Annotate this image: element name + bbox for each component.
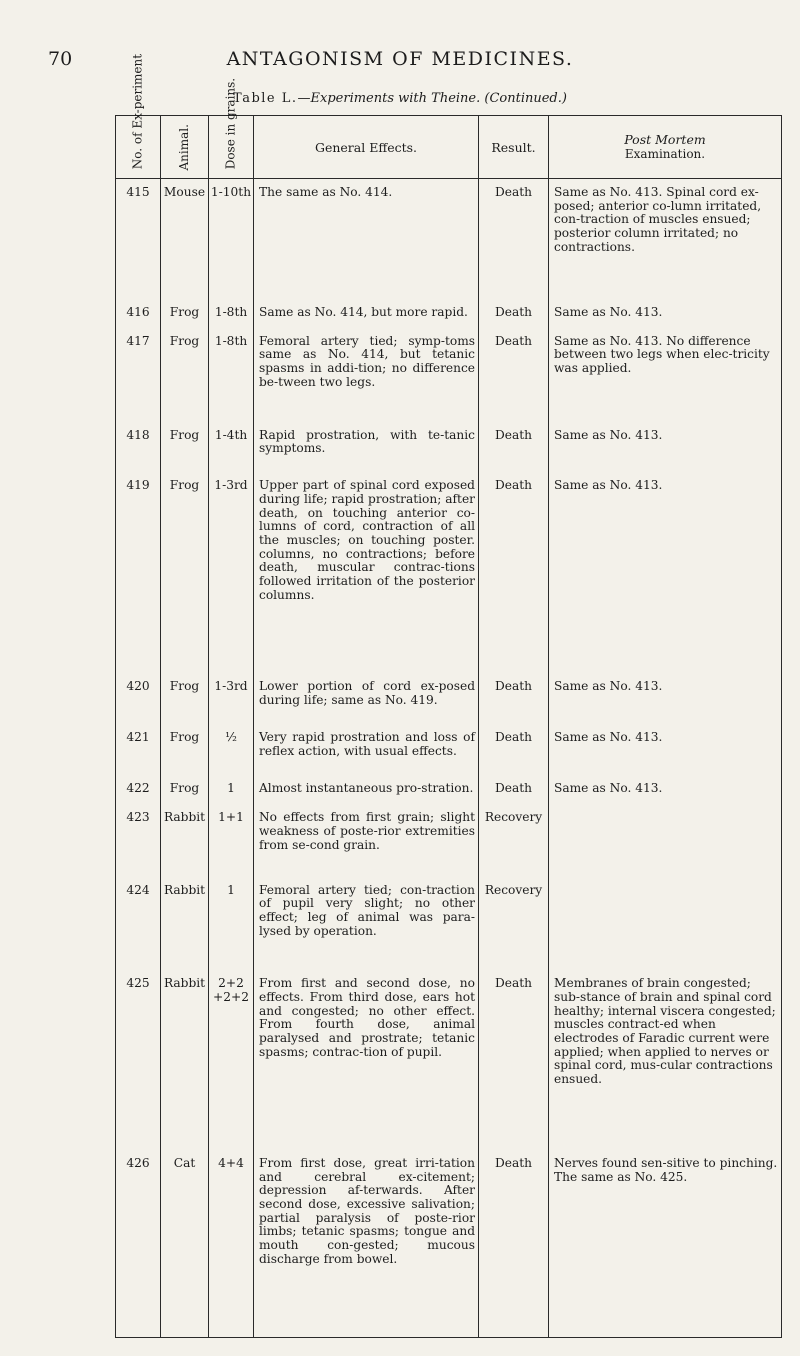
header-dose: Dose in grains. (209, 116, 254, 179)
cell-result: Death (479, 680, 549, 731)
cell-post-mortem: Same as No. 413. (549, 306, 782, 335)
cell-post-mortem: Same as No. 413. (549, 479, 782, 680)
cell-general-effects: Upper part of spinal cord exposed during life; rapid prostration; after death, on touching anterior co-lumns of cord, contraction of all the muscles; on touching poster. columns, no contractions; before death, muscular contrac-tions followed irritation of the posterior columns. (254, 479, 479, 680)
cell-animal: Frog (161, 479, 209, 680)
cell-animal: Rabbit (161, 884, 209, 978)
cell-experiment-no: 423 (116, 811, 161, 883)
table-row (116, 429, 782, 480)
cell-general-effects: Same as No. 414, but more rapid. (254, 306, 479, 335)
cell-animal: Frog (161, 306, 209, 335)
cell-general-effects: From first dose, great irri-tation and cerebral ex-citement; depression af-terwards. After second dose, excessive salivation; partial paralysis of poste-rior limbs; tetanic spasms; tongue and mouth con-gested; mucous discharge from bowel. (254, 1157, 479, 1338)
cell-animal: Cat (161, 1157, 209, 1338)
table-caption (0, 91, 800, 106)
cell-animal: Frog (161, 680, 209, 731)
cell-post-mortem: Membranes of brain congested; sub-stance of brain and spinal cord healthy; internal viscera congested; muscles contract-ed when electrodes of Faradic current were applied; when applied to nerves or spinal cord, mus-cular contractions ensued. (549, 977, 782, 1157)
cell-result: Death (479, 782, 549, 811)
cell-general-effects: From first and second dose, no effects. From third dose, ears hot and congested; no other effect. From fourth dose, animal paralysed and prostrate; tetanic spasms; contrac-tion of pupil. (254, 977, 479, 1157)
cell-general-effects: Very rapid prostration and loss of reflex action, with usual effects. (254, 731, 479, 782)
cell-dose: 1 (209, 782, 254, 811)
cell-post-mortem: Same as No. 413. (549, 680, 782, 731)
cell-result: Death (479, 429, 549, 480)
cell-experiment-no: 418 (116, 429, 161, 480)
table-row (116, 811, 782, 883)
cell-result: Death (479, 179, 549, 306)
cell-general-effects: The same as No. 414. (254, 179, 479, 306)
cell-general-effects: Almost instantaneous pro-stration. (254, 782, 479, 811)
table-title: —Experiments with Theine. (Continued.) (297, 91, 567, 106)
cell-result: Death (479, 1157, 549, 1338)
cell-post-mortem: Same as No. 413. (549, 731, 782, 782)
cell-animal: Frog (161, 429, 209, 480)
cell-post-mortem: Same as No. 413. (549, 782, 782, 811)
header-general-effects: General Effects. (254, 116, 479, 179)
header-post-mortem: Post Mortem Examination. (549, 116, 782, 179)
cell-result: Death (479, 479, 549, 680)
cell-experiment-no: 424 (116, 884, 161, 978)
cell-result: Recovery (479, 811, 549, 883)
cell-animal: Rabbit (161, 977, 209, 1157)
page-number: 70 (48, 48, 73, 70)
cell-animal: Mouse (161, 179, 209, 306)
table-label: Table L. (233, 91, 298, 106)
table-row (116, 731, 782, 782)
cell-dose: ½ (209, 731, 254, 782)
table-row (116, 782, 782, 811)
cell-dose: 1-3rd (209, 680, 254, 731)
cell-result: Death (479, 731, 549, 782)
cell-post-mortem: Nerves found sen-sitive to pinching. The same as No. 425. (549, 1157, 782, 1338)
cell-general-effects: No effects from first grain; slight weakness of poste-rior extremities from se-cond grain. (254, 811, 479, 883)
cell-general-effects: Lower portion of cord ex-posed during life; same as No. 419. (254, 680, 479, 731)
cell-experiment-no: 417 (116, 335, 161, 429)
cell-post-mortem (549, 884, 782, 978)
cell-animal: Frog (161, 731, 209, 782)
cell-animal: Rabbit (161, 811, 209, 883)
cell-experiment-no: 415 (116, 179, 161, 306)
cell-general-effects: Femoral artery tied; symp-toms same as No. 414, but tetanic spasms in addi-tion; no difference be-tween two legs. (254, 335, 479, 429)
cell-dose: 1-10th (209, 179, 254, 306)
table-row (116, 306, 782, 335)
cell-animal: Frog (161, 782, 209, 811)
cell-post-mortem: Same as No. 413. No difference between two legs when elec-tricity was applied. (549, 335, 782, 429)
cell-experiment-no: 422 (116, 782, 161, 811)
header-result: Result. (479, 116, 549, 179)
table-row (116, 680, 782, 731)
table-row (116, 335, 782, 429)
header-experiment-no: No. of Ex-periment (116, 116, 161, 179)
running-head: ANTAGONISM OF MEDICINES. (226, 48, 574, 70)
table-row (116, 1157, 782, 1338)
cell-general-effects: Rapid prostration, with te-tanic symptoms. (254, 429, 479, 480)
cell-dose: 1+1 (209, 811, 254, 883)
cell-experiment-no: 419 (116, 479, 161, 680)
cell-dose: 1-4th (209, 429, 254, 480)
cell-result: Death (479, 335, 549, 429)
cell-dose: 2+2 +2+2 (209, 977, 254, 1157)
cell-dose: 1-8th (209, 335, 254, 429)
table-row (116, 884, 782, 978)
cell-dose: 1-3rd (209, 479, 254, 680)
cell-dose: 4+4 (209, 1157, 254, 1338)
cell-post-mortem (549, 811, 782, 883)
cell-experiment-no: 425 (116, 977, 161, 1157)
table-row (116, 479, 782, 680)
table-row (116, 977, 782, 1157)
cell-experiment-no: 416 (116, 306, 161, 335)
cell-general-effects: Femoral artery tied; con-traction of pupil very slight; no other effect; leg of animal was para-lysed by operation. (254, 884, 479, 978)
cell-result: Death (479, 306, 549, 335)
cell-experiment-no: 426 (116, 1157, 161, 1338)
cell-post-mortem: Same as No. 413. (549, 429, 782, 480)
cell-dose: 1 (209, 884, 254, 978)
cell-animal: Frog (161, 335, 209, 429)
cell-result: Recovery (479, 884, 549, 978)
cell-experiment-no: 421 (116, 731, 161, 782)
table-row (116, 179, 782, 306)
cell-dose: 1-8th (209, 306, 254, 335)
cell-experiment-no: 420 (116, 680, 161, 731)
cell-post-mortem: Same as No. 413. Spinal cord ex-posed; anterior co-lumn irritated, con-traction of muscles ensued; posterior column irritated; no contractions. (549, 179, 782, 306)
cell-result: Death (479, 977, 549, 1157)
header-animal: Animal. (161, 116, 209, 179)
